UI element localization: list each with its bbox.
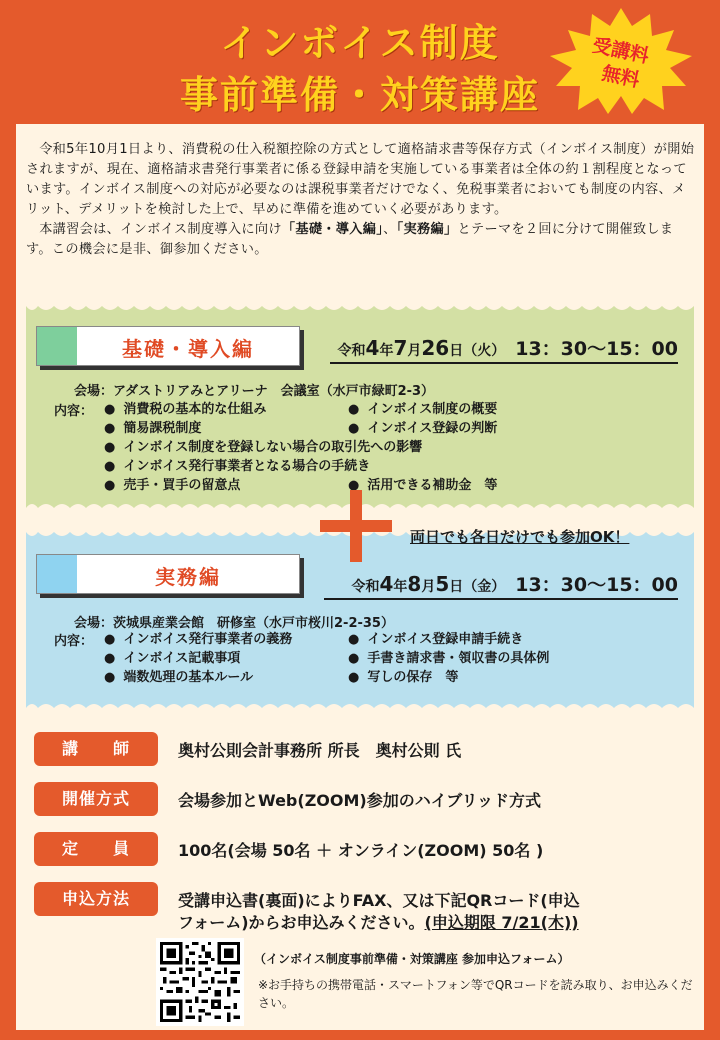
capacity-row <box>34 832 694 868</box>
badge-text-2: 無料 <box>599 62 642 92</box>
intro-text <box>26 140 698 260</box>
badge-text-1: 受講料 <box>590 34 651 68</box>
apply-value-line2: フォーム)からお申込みください。(申込期限 7/21(木)) <box>178 913 579 932</box>
list-item: ● 端数処理の基本ルール <box>104 668 292 687</box>
list-item: ● 活用できる補助金 等 <box>348 476 497 495</box>
content-label: 内容： <box>54 634 94 649</box>
date-underline <box>330 362 678 364</box>
title-line-2: 事前準備・対策講座 <box>179 73 540 117</box>
lecturer-row <box>34 732 694 768</box>
section-basic <box>26 304 694 510</box>
apply-label: 申込方法 <box>34 882 158 916</box>
format-value: 会場参加とWeb(ZOOM)参加のハイブリッド方式 <box>178 791 541 810</box>
section-label-basic <box>36 326 300 366</box>
lecturer-value: 奥村公則会計事務所 所長 奥村公則 氏 <box>178 741 462 760</box>
list-item: ● 簡易課税制度 <box>104 419 422 438</box>
intro-paragraph-1: 令和5年10月1日より、消費税の仕入税額控除の方式として適格請求書等保存方式（インボイス制度）が開始されますが、現在、適格請求書発行事業者に係る登録申請を実施している事業者は全体の約１割程度となっています。インボイス制度への対応が必要なのは課税事業者だけでなく、免税事業者においても制度の内容、メリット、デメリットを検討した上で、早めに準備を進めていく必要があります。 <box>26 142 695 217</box>
section-title-basic: 基礎・導入編 <box>122 337 254 361</box>
list-item: ● 写しの保存 等 <box>348 668 549 687</box>
format-label: 開催方式 <box>34 782 158 816</box>
plus-icon <box>320 490 392 562</box>
scallop-edge <box>26 700 694 712</box>
label-swatch <box>37 555 77 593</box>
content-label: 内容： <box>54 404 94 419</box>
free-badge <box>546 6 696 116</box>
qr-code[interactable] <box>156 938 244 1026</box>
list-item: ● インボイス登録の判断 <box>348 419 497 438</box>
list-item: ● インボイス記載事項 <box>104 649 292 668</box>
apply-row <box>34 882 694 932</box>
list-item: ● インボイス制度を登録しない場合の取引先への影響 <box>104 438 422 457</box>
topics-practical-col2 <box>348 630 549 687</box>
qr-caption: （インボイス制度事前準備・対策講座 参加申込フォーム） <box>254 952 570 966</box>
topics-practical-col1 <box>104 630 292 687</box>
list-item: ● 消費税の基本的な仕組み <box>104 400 422 419</box>
section-label-practical <box>36 554 300 594</box>
section-title-practical: 実務編 <box>155 565 221 589</box>
list-item: ● 手書き請求書・領収書の具体例 <box>348 649 549 668</box>
scallop-edge <box>26 302 694 314</box>
qr-note: ※お手持ちの携帯電話・スマートフォン等でQRコードを読み取り、お申込みください。 <box>258 978 693 1010</box>
lecturer-label: 講 師 <box>34 732 158 766</box>
venue-practical: 会場：茨城県産業会館 研修室（水戸市桜川2-2-35） <box>74 616 394 631</box>
list-item: ● インボイス登録申請手続き <box>348 630 549 649</box>
capacity-label: 定 員 <box>34 832 158 866</box>
apply-value-line1: 受講申込書(裏面)によりFAX、又は下記QRコード(申込 <box>178 891 580 910</box>
capacity-value: 100名(会場 50名 ＋ オンライン(ZOOM) 50名 ) <box>178 841 544 860</box>
title-line-1: インボイス制度 <box>220 21 500 65</box>
both-days-ok-note: 両日でも各日だけでも参加OK！ <box>410 528 630 546</box>
qr-code-icon <box>160 942 240 1022</box>
intro-paragraph-2: 本講習会は、インボイス制度導入に向け「基礎・導入編」、「実務編」とテーマを２回に分けて開催致します。この機会に是非、御参加ください。 <box>26 222 674 257</box>
list-item: ● インボイス制度の概要 <box>348 400 497 419</box>
list-item: ● 売手・買手の留意点 <box>104 476 422 495</box>
format-row <box>34 782 694 818</box>
topics-basic-col2 <box>348 400 497 495</box>
date-underline <box>324 598 678 600</box>
date-basic: 令和4年7月26日（火） 13：30〜15：00 <box>337 336 678 360</box>
list-item: ● インボイス発行事業者の義務 <box>104 630 292 649</box>
date-practical: 令和4年8月5日（金） 13：30〜15：00 <box>351 572 678 596</box>
list-item: ● インボイス発行事業者となる場合の手続き <box>104 457 422 476</box>
label-swatch <box>37 327 77 365</box>
venue-basic: 会場：アダストリアみとアリーナ 会議室（水戸市緑町2-3） <box>74 384 435 399</box>
